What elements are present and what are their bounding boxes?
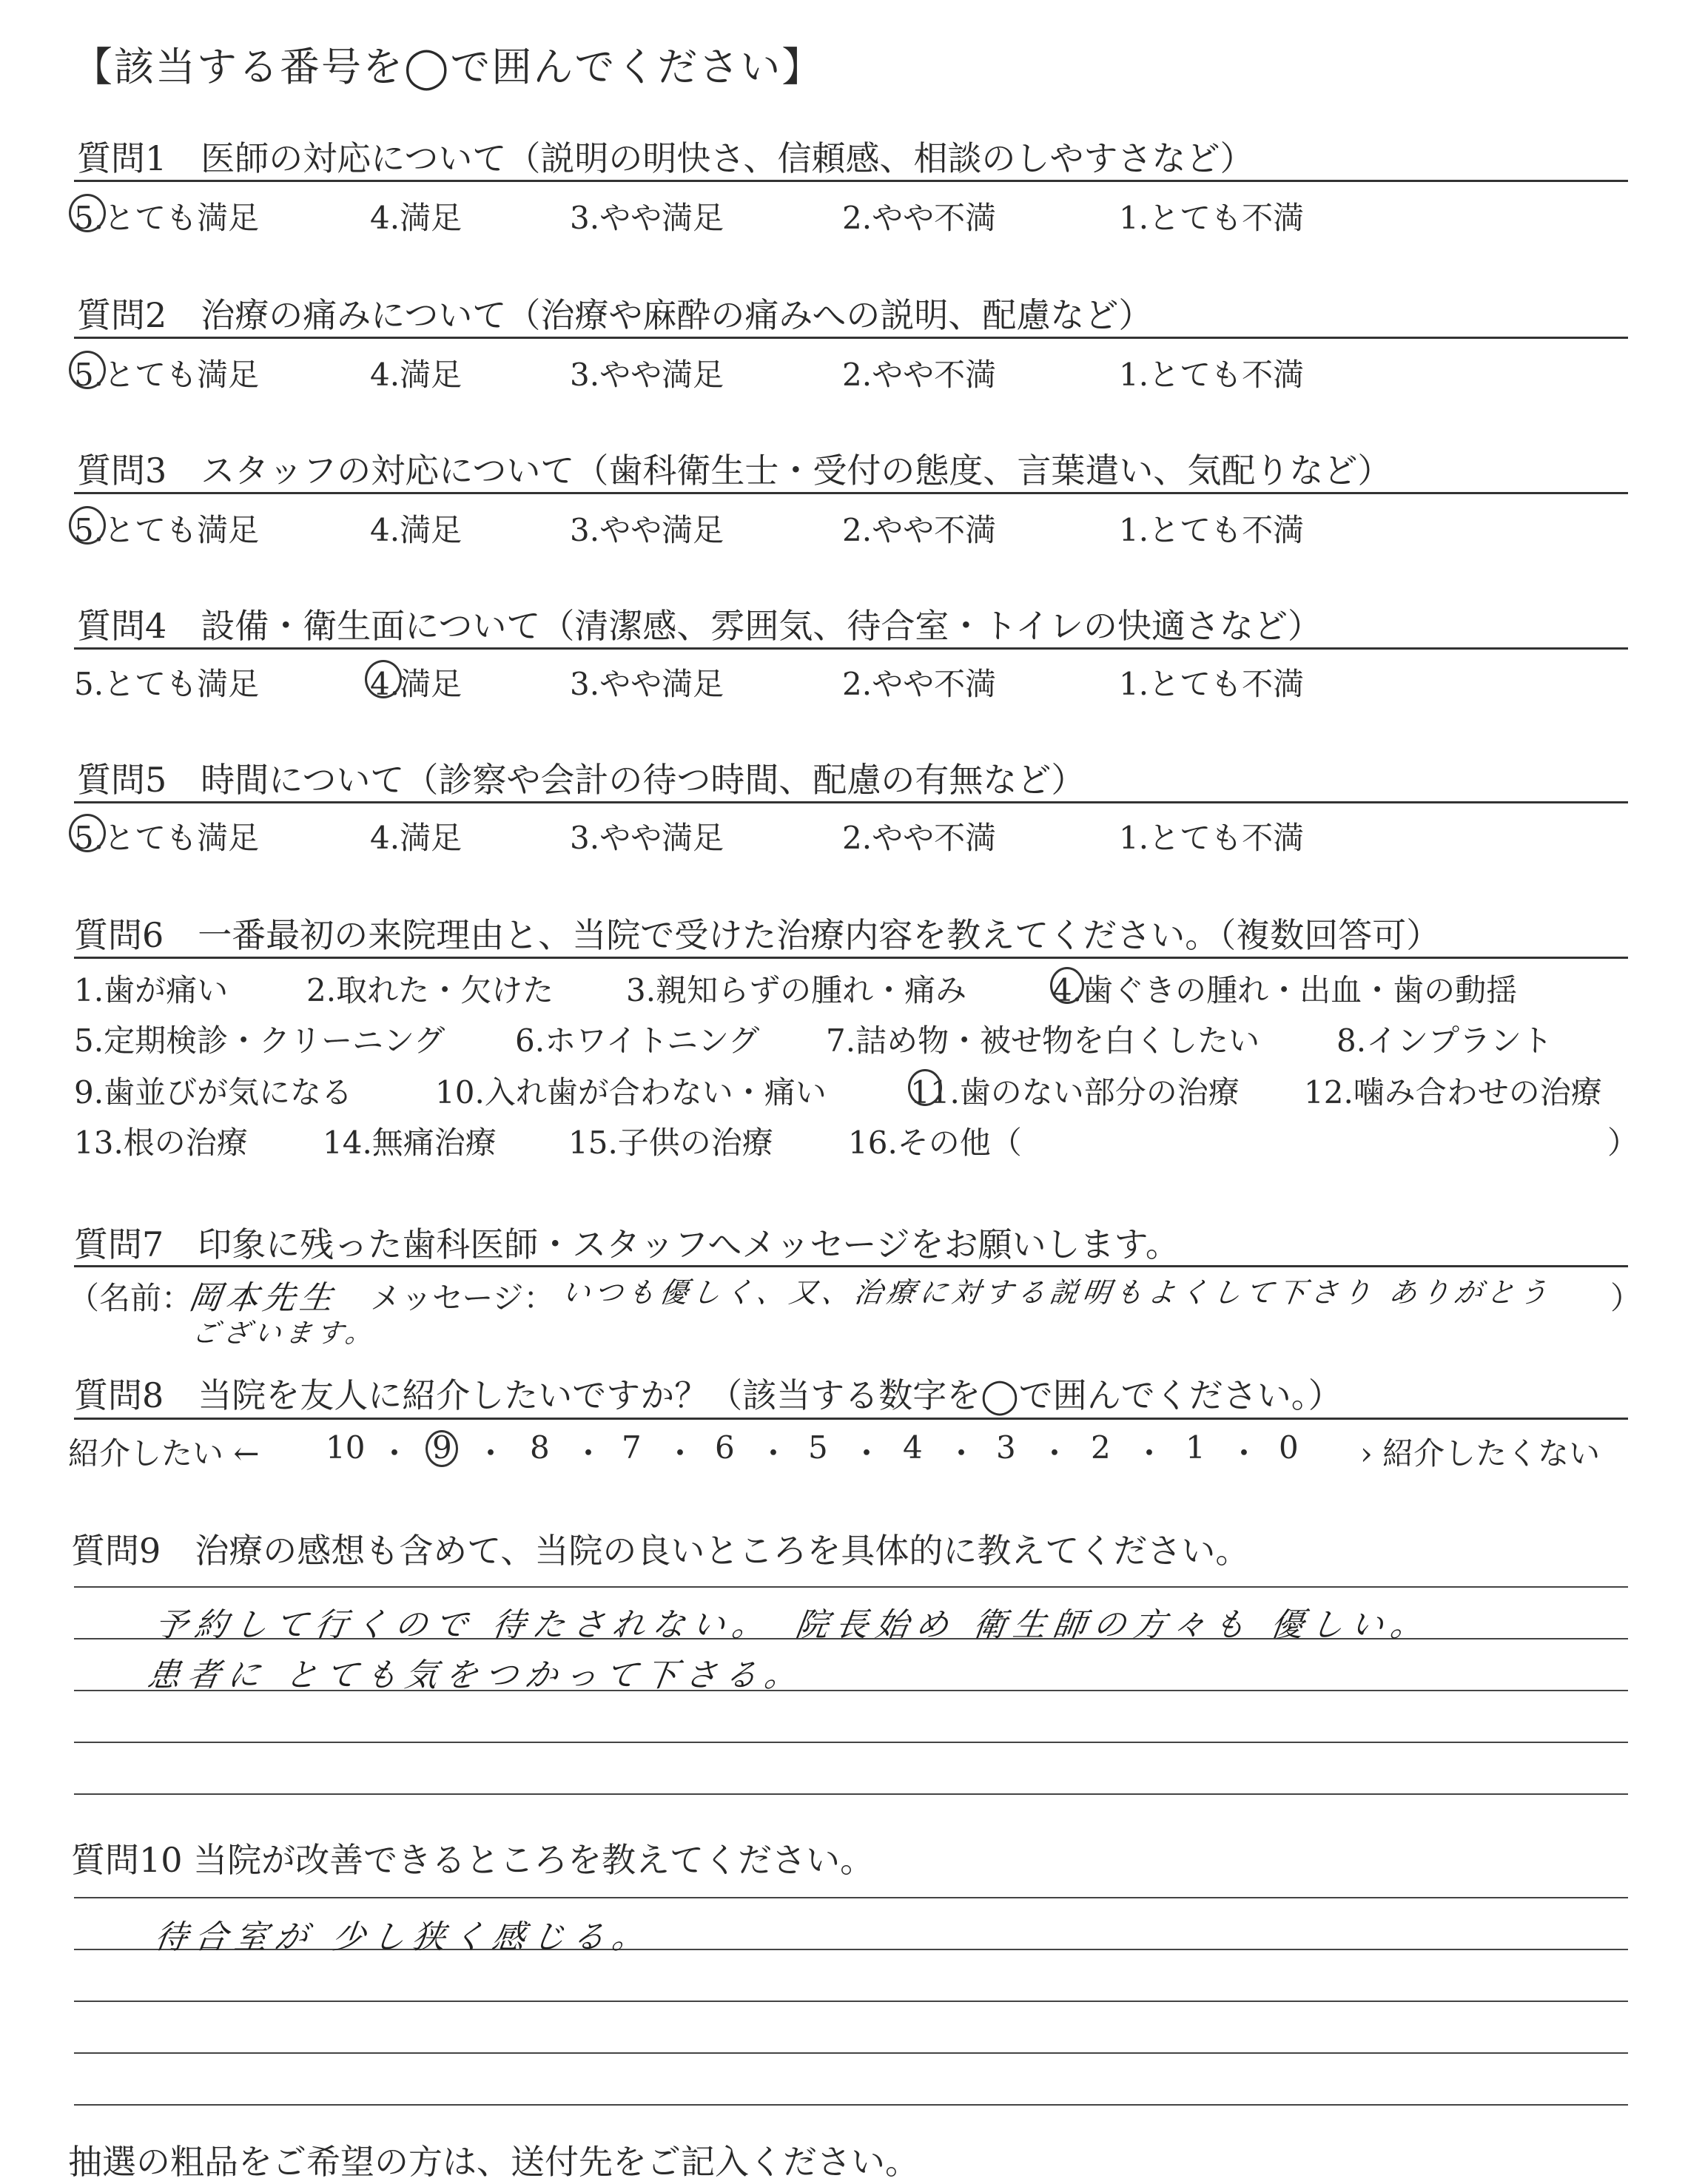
q5-option-1: 5.とても満足 bbox=[74, 820, 260, 856]
recommend-separator: ・ bbox=[379, 1435, 411, 1472]
recommend-number-4: 4 bbox=[903, 1429, 923, 1466]
recommend-right-label: › 紹介したくない bbox=[1360, 1435, 1601, 1472]
q6-option-16: 16.その他（ bbox=[848, 1125, 1022, 1161]
q10-answer-line-1: 待合室が 少し狭く感じる。 bbox=[152, 1918, 655, 1956]
q3-selection-circle bbox=[69, 506, 106, 545]
recommend-number-6: 6 bbox=[715, 1429, 735, 1466]
name-label: （名前： bbox=[68, 1280, 193, 1316]
q6-option-4: 4.歯ぐきの腫れ・出血・歯の動揺 bbox=[1052, 972, 1518, 1008]
q2-selection-circle bbox=[69, 351, 106, 389]
q6-selection-circle-11 bbox=[908, 1069, 942, 1106]
q9-line-5 bbox=[74, 1793, 1628, 1795]
q5-option-3: 3.やや満足 bbox=[570, 820, 724, 856]
question-8-title: 質問8 当院を友人に紹介したいですか？（該当する数字を◯で囲んでください。） bbox=[74, 1375, 1342, 1415]
q2-option-1: 5.とても満足 bbox=[74, 357, 260, 393]
q9-line-4 bbox=[74, 1742, 1628, 1743]
q3-option-3: 3.やや満足 bbox=[570, 512, 724, 548]
recommend-number-8: 8 bbox=[530, 1429, 550, 1466]
question-10-title: 質問10 当院が改善できるところを教えてください。 bbox=[71, 1840, 875, 1880]
recommend-selection-circle bbox=[426, 1430, 458, 1467]
q3-option-5: 1.とても不満 bbox=[1119, 512, 1305, 548]
q2-option-2: 4.満足 bbox=[370, 357, 463, 393]
q3-option-2: 4.満足 bbox=[370, 512, 463, 548]
q4-option-2: 4.満足 bbox=[370, 666, 463, 702]
q2-option-3: 3.やや満足 bbox=[570, 357, 724, 393]
recommend-left-label: 紹介したい ← bbox=[68, 1435, 260, 1472]
form-header: 【該当する番号を◯で囲んでください】 bbox=[73, 44, 824, 90]
question-7-title: 質問7 印象に残った歯科医師・スタッフへメッセージをお願いします。 bbox=[74, 1224, 1180, 1264]
q1-option-1: 5.とても満足 bbox=[74, 200, 260, 236]
q5-selection-circle bbox=[69, 814, 106, 852]
question-2-rule bbox=[74, 337, 1628, 339]
q6-option-10: 10.入れ歯が合わない・痛い bbox=[435, 1074, 827, 1110]
message-label: メッセージ： bbox=[370, 1280, 555, 1316]
q9-line-1 bbox=[74, 1586, 1628, 1588]
q9-answer-line-2: 患者に とても気をつかって下さる。 bbox=[144, 1656, 807, 1694]
q4-option-5: 1.とても不満 bbox=[1119, 666, 1305, 702]
recommend-separator: ・ bbox=[946, 1435, 978, 1472]
q6-option-8: 8.インプラント bbox=[1336, 1022, 1553, 1059]
q2-option-4: 2.やや不満 bbox=[842, 357, 997, 393]
q4-option-4: 2.やや不満 bbox=[842, 666, 997, 702]
q6-option-7: 7.詰め物・被せ物を白くしたい bbox=[826, 1022, 1260, 1059]
question-5-rule bbox=[74, 801, 1628, 803]
recommend-number-5: 5 bbox=[808, 1429, 828, 1466]
q5-option-2: 4.満足 bbox=[370, 820, 463, 856]
recommend-number-0: 0 bbox=[1279, 1429, 1299, 1466]
recommend-separator: ・ bbox=[851, 1435, 883, 1472]
question-1-title: 質問1 医師の対応について（説明の明快さ、信頼感、相談のしやすさなど） bbox=[77, 138, 1254, 178]
recommend-separator: ・ bbox=[1134, 1435, 1166, 1472]
question-5-title: 質問5 時間について（診察や会計の待つ時間、配慮の有無など） bbox=[77, 760, 1086, 800]
recommend-number-1: 1 bbox=[1186, 1429, 1205, 1466]
recommend-separator: ・ bbox=[758, 1435, 790, 1472]
recommend-number-3: 3 bbox=[996, 1429, 1016, 1466]
q3-option-4: 2.やや不満 bbox=[842, 512, 997, 548]
q3-option-1: 5.とても満足 bbox=[74, 512, 260, 548]
q4-selection-circle bbox=[365, 660, 402, 698]
question-4-title: 質問4 設備・衛生面について（清潔感、雰囲気、待合室・トイレの快適さなど） bbox=[77, 606, 1322, 646]
question-4-rule bbox=[74, 647, 1628, 650]
q4-option-1: 5.とても満足 bbox=[74, 666, 260, 702]
recommend-separator: ・ bbox=[1228, 1435, 1260, 1472]
question-6-rule bbox=[74, 957, 1628, 959]
q6-option-1: 1.歯が痛い bbox=[74, 972, 229, 1008]
q10-line-3 bbox=[74, 2001, 1628, 2002]
question-9-title: 質問9 治療の感想も含めて、当院の良いところを具体的に教えてください。 bbox=[71, 1531, 1250, 1571]
recommend-separator: ・ bbox=[665, 1435, 696, 1472]
recommend-number-7: 7 bbox=[622, 1429, 642, 1466]
question-1-rule bbox=[74, 180, 1628, 182]
q5-option-4: 2.やや不満 bbox=[842, 820, 997, 856]
q6-option-13: 13.根の治療 bbox=[74, 1125, 248, 1161]
q6-option-2: 2.取れた・欠けた bbox=[306, 972, 554, 1008]
q2-option-5: 1.とても不満 bbox=[1119, 357, 1305, 393]
q10-line-4 bbox=[74, 2052, 1628, 2054]
q6-option-9: 9.歯並びが気になる bbox=[74, 1074, 353, 1110]
q1-option-2: 4.満足 bbox=[370, 200, 463, 236]
q4-option-3: 3.やや満足 bbox=[570, 666, 724, 702]
q6-option-5: 5.定期検診・クリーニング bbox=[74, 1022, 445, 1059]
q9-answer-line-1: 予約して行くので 待たされない。 院長始め 衛生師の方々も 優しい。 bbox=[152, 1606, 1433, 1644]
q1-selection-circle bbox=[69, 194, 106, 232]
message-close-paren: ） bbox=[1610, 1280, 1642, 1316]
question-2-title: 質問2 治療の痛みについて（治療や麻酔の痛みへの説明、配慮など） bbox=[77, 295, 1153, 335]
q1-option-3: 3.やや満足 bbox=[570, 200, 724, 236]
q10-line-5 bbox=[74, 2104, 1628, 2106]
recommend-separator: ・ bbox=[475, 1435, 507, 1472]
question-8-rule bbox=[74, 1418, 1628, 1420]
q6-option-12: 12.噛み合わせの治療 bbox=[1304, 1074, 1602, 1110]
recommend-separator: ・ bbox=[573, 1435, 605, 1472]
recommend-number-10: 10 bbox=[326, 1429, 366, 1466]
message-line-2: ございます。 bbox=[189, 1318, 379, 1349]
recommend-number-9: 9 bbox=[432, 1429, 452, 1466]
q5-option-5: 1.とても不満 bbox=[1119, 820, 1305, 856]
recommend-number-2: 2 bbox=[1091, 1429, 1111, 1466]
recommend-separator: ・ bbox=[1039, 1435, 1071, 1472]
q6-option-3: 3.親知らずの腫れ・痛み bbox=[626, 972, 967, 1008]
question-3-title: 質問3 スタッフの対応について（歯科衛生士・受付の態度、言葉遣い、気配りなど） bbox=[77, 451, 1392, 491]
q6-option-6: 6.ホワイトニング bbox=[515, 1022, 760, 1059]
name-value: 岡本先生 bbox=[186, 1279, 340, 1317]
q6-other-close-paren: ） bbox=[1607, 1125, 1639, 1161]
question-7-rule bbox=[74, 1265, 1628, 1267]
q6-option-14: 14.無痛治療 bbox=[323, 1125, 497, 1161]
q1-option-4: 2.やや不満 bbox=[842, 200, 997, 236]
q6-selection-circle-4 bbox=[1050, 967, 1084, 1004]
q1-option-5: 1.とても不満 bbox=[1119, 200, 1305, 236]
q6-option-15: 15.子供の治療 bbox=[568, 1125, 773, 1161]
message-line-1: いつも優しく、又、治療に対する説明もよくして下さり ありがとう bbox=[559, 1276, 1554, 1309]
q10-line-1 bbox=[74, 1897, 1628, 1898]
q6-option-11: 11.歯のない部分の治療 bbox=[910, 1074, 1240, 1110]
footer-text: 抽選の粗品をご希望の方は、送付先をご記入ください。 bbox=[68, 2142, 919, 2182]
question-6-title: 質問6 一番最初の来院理由と、当院で受けた治療内容を教えてください。（複数回答可） bbox=[74, 915, 1441, 955]
question-3-rule bbox=[74, 492, 1628, 494]
